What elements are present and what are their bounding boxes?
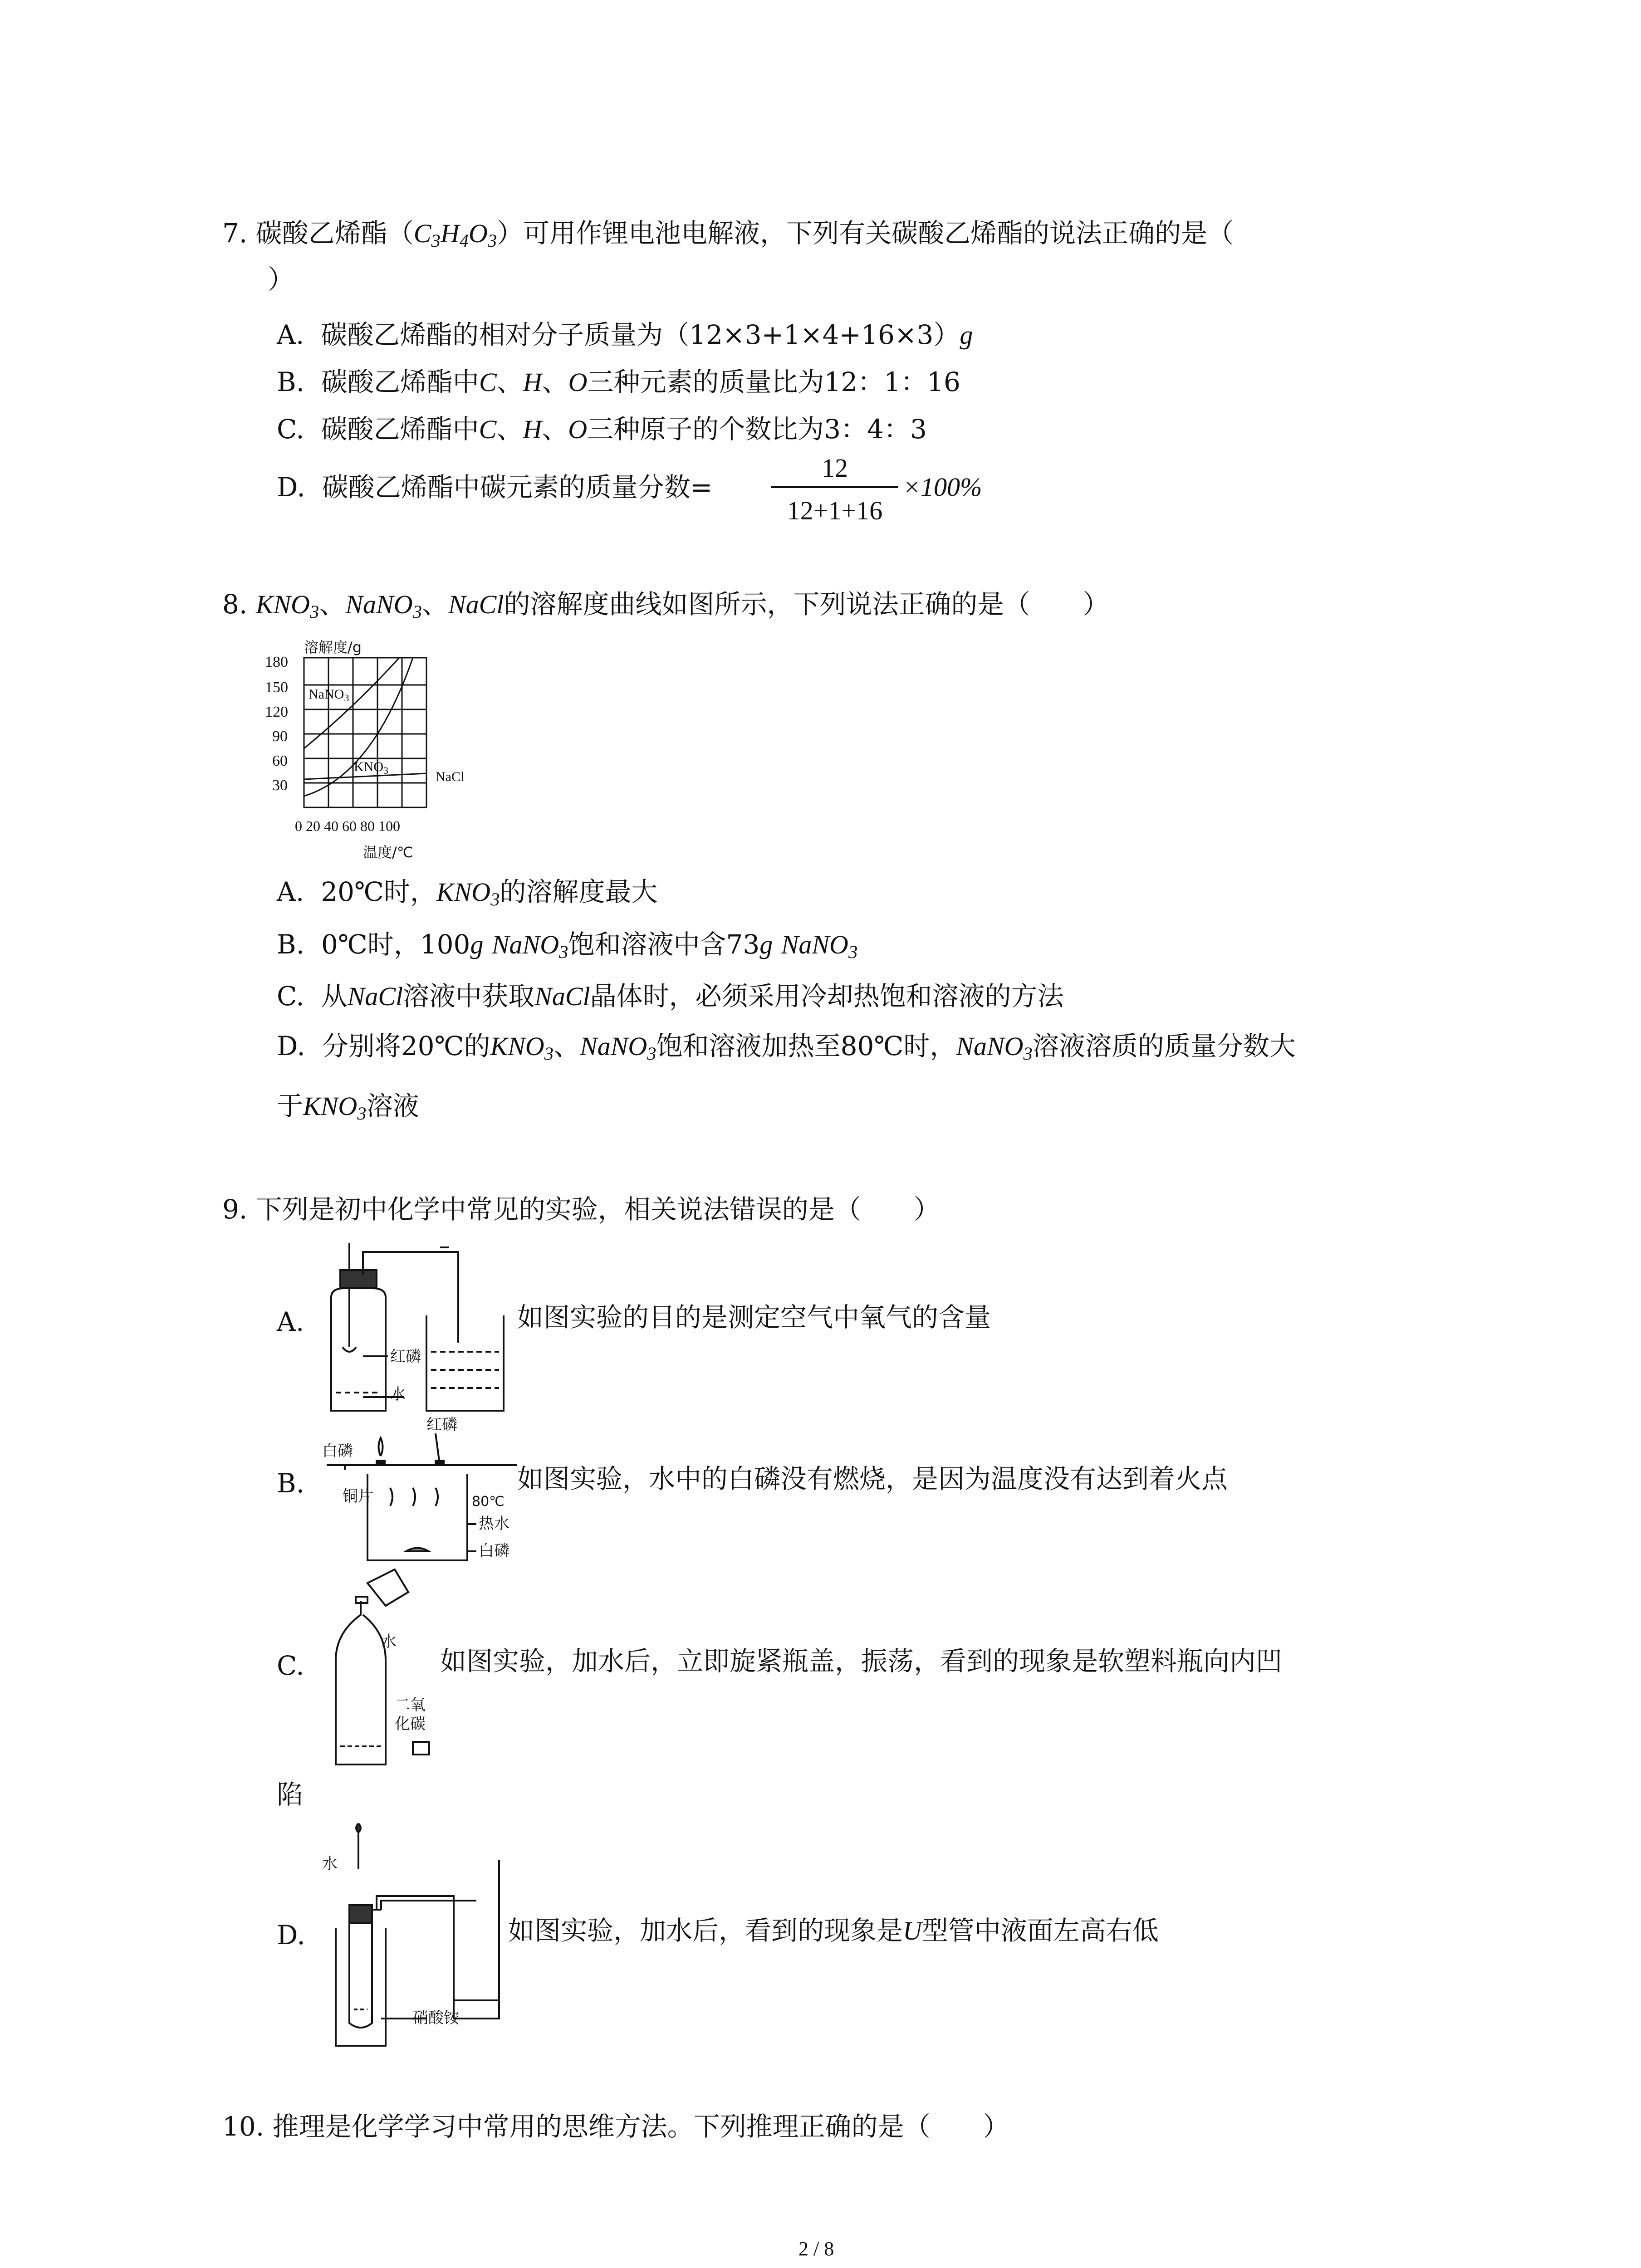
q8-option-a: A. 20℃时，$KNO_3$的溶解度最大 — [277, 876, 658, 910]
q7-option-a: A. 碳酸乙烯酯的相对分子质量为（12×3+1×4+16×3）g — [277, 319, 973, 350]
nano3-curve — [304, 658, 399, 748]
q7-option-b: B. 碳酸乙烯酯中C、H、O三种元素的质量比为12：1：16 — [277, 367, 960, 397]
q10-stem: 10. 推理是化学学习中常用的思维方法。下列推理正确的是（ ） — [222, 2111, 1009, 2142]
q7-option-d-post: ×100% — [903, 472, 982, 502]
page-number: 2 / 8 — [798, 2238, 834, 2260]
ytick-150: 150 — [265, 679, 288, 696]
q9b-red-phosphorus-label: 红磷 — [426, 1416, 457, 1434]
q9b-white-phosphorus-top-label: 白磷 — [322, 1442, 353, 1460]
q9b-temperature-label: 80℃ — [472, 1494, 505, 1510]
q9c-water-label: 水 — [381, 1633, 397, 1651]
q8-option-d: D. 分别将20℃的$KNO_3$、NaNO$_3$饱和溶液加热至80℃时，NaNO$_3$溶液溶质的质量分数大 — [277, 1031, 1296, 1064]
q8-option-b: B. 0℃时，100g NaNO$_3$饱和溶液中含73g NaNO$_3$ — [277, 929, 858, 963]
ytick-30: 30 — [272, 777, 288, 794]
q9-stem: 9. 下列是初中化学中常见的实验，相关说法错误的是（ ） — [222, 1194, 940, 1225]
q9-option-d-label: D. — [277, 1920, 305, 1950]
q9a-water-label: 水 — [390, 1385, 406, 1403]
q9-option-b-text: 如图实验，水中的白磷没有燃烧，是因为温度没有达到着火点 — [517, 1463, 1228, 1494]
q9-option-d-text: 如图实验，加水后，看到的现象是U型管中液面左高右低 — [508, 1915, 1159, 1946]
q9c-co2-label-1: 二氧 — [395, 1696, 426, 1714]
q9d-water-label: 水 — [322, 1855, 338, 1873]
q7-option-c: C. 碳酸乙烯酯中C、H、O三种原子的个数比为3：4：3 — [277, 414, 927, 445]
q7-fraction-denominator: 12+1+16 — [787, 496, 883, 525]
label-nano3: NaNO$_3$ — [309, 687, 349, 704]
q8-option-c: C. 从NaCl溶液中获取NaCl晶体时，必须采用冷却热饱和溶液的方法 — [277, 981, 1064, 1012]
q8-solubility-chart — [263, 635, 499, 880]
label-kno3: $KNO_3$ — [354, 759, 388, 776]
q9a-apparatus-figure — [322, 1243, 513, 1415]
q8-option-d-line2: 于$KNO_3$溶液 — [277, 1090, 419, 1124]
q9-option-b-label: B. — [277, 1468, 305, 1499]
q9-option-c-label: C. — [277, 1650, 304, 1681]
q7-fraction-bar — [771, 486, 898, 488]
q9b-white-phosphorus-water-label: 白磷 — [479, 1542, 509, 1560]
q8-stem: 8. $KNO_3$、NaNO$_3$、NaCl的溶解度曲线如图所示，下列说法正确的是（ ） — [222, 589, 1109, 622]
q7-stem: 7. 碳酸乙烯酯$(C_3H_4O_3)$可用作锂电池电解液，下列有关碳酸乙烯酯的说法正确的是（ — [222, 218, 1234, 251]
ytick-180: 180 — [265, 654, 288, 670]
q9-option-a-text: 如图实验的目的是测定空气中氧气的含量 — [517, 1302, 991, 1333]
label-nacl: NaCl — [436, 769, 465, 784]
q9d-apparatus-figure — [318, 1819, 508, 2055]
q9b-apparatus-figure — [318, 1415, 526, 1574]
ytick-90: 90 — [272, 728, 288, 745]
chart-xlabel: 温度/℃ — [363, 844, 413, 861]
xticks: 0 20 40 60 80 100 — [295, 818, 400, 834]
q9c-co2-label-2: 化碳 — [395, 1715, 426, 1733]
q9a-red-phosphorus-label: 红磷 — [390, 1348, 421, 1366]
q9-option-c-text: 如图实验，加水后，立即旋紧瓶盖，振荡，看到的现象是软塑料瓶向内凹 — [440, 1646, 1283, 1677]
q9b-hot-water-label: 热水 — [479, 1515, 509, 1533]
q9-option-a-label: A. — [277, 1306, 304, 1337]
q9d-ammonium-nitrate-label: 硝酸铵 — [413, 2009, 459, 2027]
q9-option-c-text-line2: 陷 — [277, 1779, 304, 1810]
ytick-60: 60 — [272, 753, 288, 769]
q7-fraction-numerator: 12 — [822, 453, 848, 483]
ytick-120: 120 — [265, 704, 288, 720]
chart-ylabel: 溶解度/g — [304, 639, 362, 656]
q9b-copper-label: 铜片 — [343, 1487, 373, 1505]
q7-stem-close: ） — [268, 264, 294, 295]
q7-option-d: D. 碳酸乙烯酯中碳元素的质量分数= — [277, 472, 713, 503]
q9c-apparatus-figure — [318, 1565, 454, 1774]
